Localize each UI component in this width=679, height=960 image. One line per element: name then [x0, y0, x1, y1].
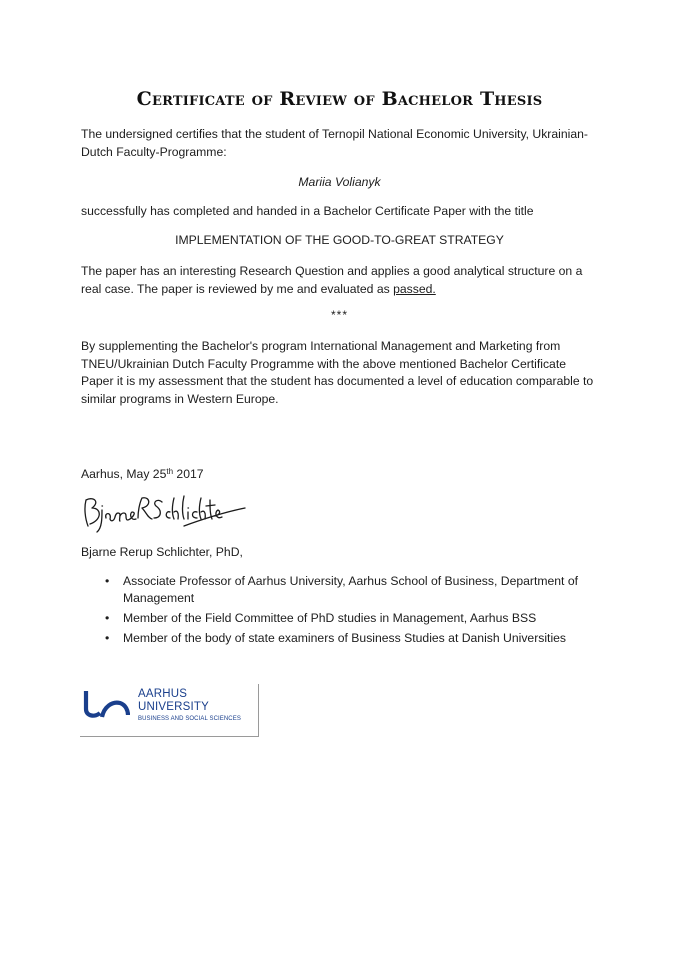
credentials-list [81, 573, 581, 650]
bullet-icon: • [105, 611, 110, 625]
handwritten-signature [80, 488, 250, 536]
list-item [81, 573, 581, 607]
date-year: 2017 [173, 467, 204, 481]
bullet-icon: • [105, 574, 110, 588]
signer-name: Bjarne Rerup Schlichter, PhD, [81, 545, 243, 559]
evaluation-paragraph [81, 263, 601, 298]
date-prefix: Aarhus, May 25 [81, 467, 167, 481]
certificate-title: Certificate of Review of Bachelor Thesis [136, 88, 543, 110]
evaluation-text: The paper has an interesting Research Question and applies a good analytical structure on a real case. The paper is reviewed by me and evaluated as [81, 264, 583, 296]
place-date [81, 467, 204, 481]
logo-line-university: UNIVERSITY [138, 701, 210, 713]
section-separator: *** [330, 308, 348, 322]
student-name: Mariia Volianyk [298, 175, 381, 189]
date-suffix: th [166, 467, 174, 476]
credential-text: Member of the body of state examiners of Business Studies at Danish Universities [123, 631, 567, 645]
list-item [81, 610, 581, 627]
evaluation-result: passed. [393, 281, 436, 296]
aarhus-university-logo [80, 684, 259, 737]
assessment-paragraph: By supplementing the Bachelor's program International Management and Marketing from TNEU/Ukrainian Dutch Faculty Programme with the above mentioned Bachelor Certificate Paper it is my assessment that the student has documented a level of education comparable to similar programs in Western Europe. [81, 339, 594, 406]
logo-line-faculty: BUSINESS AND SOCIAL SCIENCES [138, 716, 241, 722]
completion-line: successfully has completed and handed in a Bachelor Certificate Paper with the title [81, 204, 534, 218]
credential-text: Associate Professor of Aarhus University, Aarhus School of Business, Department of Management [123, 574, 578, 605]
thesis-title: IMPLEMENTATION OF THE GOOD-TO-GREAT STRATEGY [175, 233, 504, 247]
credential-text: Member of the Field Committee of PhD studies in Management, Aarhus BSS [123, 611, 537, 625]
list-item [81, 630, 581, 647]
intro-paragraph: The undersigned certifies that the student of Ternopil National Economic University, Ukrainian-Dutch Faculty-Programme: [81, 127, 588, 159]
aarhus-seal-icon [82, 687, 130, 721]
bullet-icon: • [105, 631, 110, 645]
logo-line-aarhus: AARHUS [138, 688, 188, 700]
